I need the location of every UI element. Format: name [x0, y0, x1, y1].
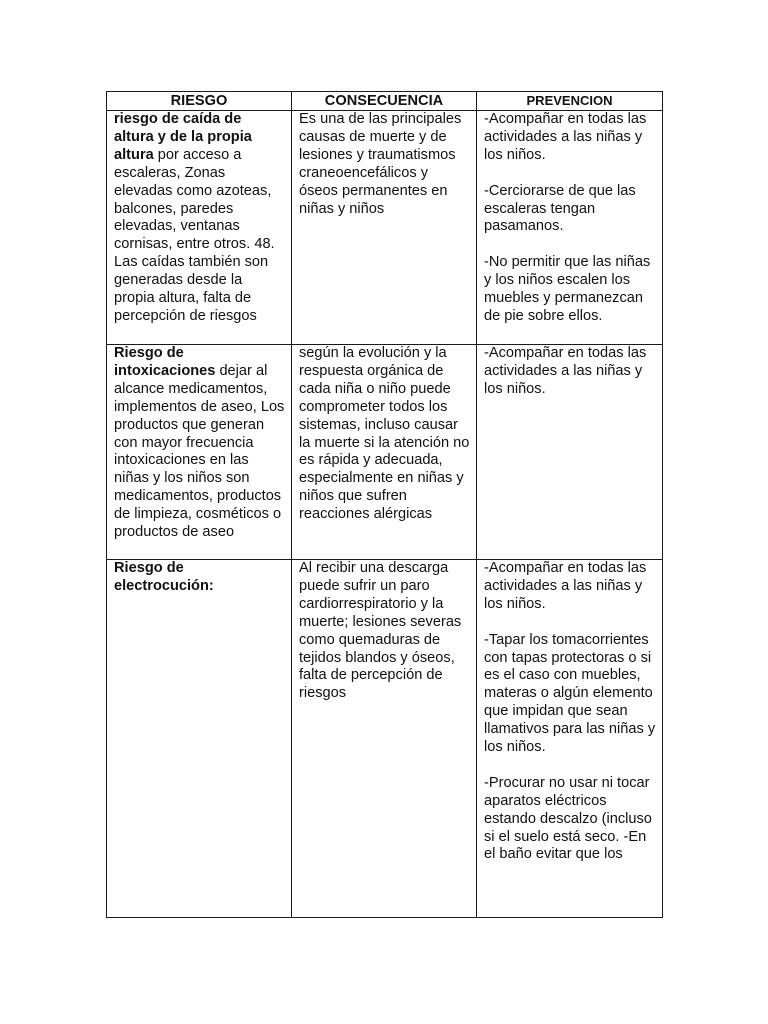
- header-prevencion: PREVENCION: [477, 92, 663, 111]
- paragraph-gap: [484, 236, 656, 254]
- table-row: [107, 560, 663, 918]
- risk-table: [106, 91, 663, 918]
- riesgo-title: Riesgo de intoxicaciones: [114, 345, 216, 379]
- paragraph-gap: [484, 165, 656, 183]
- table-header-row: [107, 92, 663, 111]
- riesgo-title: riesgo de caída de altura y de la propia altura: [114, 111, 252, 163]
- consecuencia-cell: según la evolución y la respuesta orgánica de cada niña o niño puede comprometer todos los sistemas, incluso causar la muerte si la atención no es rápida y adecuada, especialmente en niñas y niños que sufren reacciones alérgicas: [292, 345, 477, 560]
- table-row: [107, 111, 663, 345]
- riesgo-cell: [107, 111, 292, 345]
- prevencion-cell: [477, 111, 663, 345]
- prevencion-item: -Acompañar en todas las actividades a las niñas y los niños.: [484, 111, 647, 163]
- prevencion-item: -No permitir que las niñas y los niños escalen los muebles y permanezcan de pie sobre ellos.: [484, 254, 651, 324]
- consecuencia-cell: Es una de las principales causas de muerte y de lesiones y traumatismos craneoencefálicos y óseos permanentes en niñas y niños: [292, 111, 477, 345]
- prevencion-cell: [477, 560, 663, 918]
- prevencion-item: -Tapar los tomacorrientes con tapas protectoras o si es el caso con muebles, materas o algún elemento que impidan que sean llamativos para las niñas y los niños.: [484, 631, 656, 756]
- consecuencia-cell: Al recibir una descarga puede sufrir un paro cardiorrespiratorio y la muerte; lesiones severas como quemaduras de tejidos blandos y óseos, falta de percepción de riesgos: [292, 560, 477, 918]
- riesgo-description: por acceso a escaleras, Zonas elevadas como azoteas, balcones, paredes elevadas, ventanas cornisas, entre otros. 48. Las caídas también son generadas desde la propia altura, falta de percepción de riesgos: [114, 146, 275, 324]
- riesgo-description: dejar al alcance medicamentos, implementos de aseo, Los productos que generan con mayor frecuencia intoxicaciones en las niñas y los niños son medicamentos, productos de limpieza, cosméticos o productos de aseo: [114, 362, 285, 541]
- riesgo-cell: [107, 345, 292, 560]
- riesgo-cell: [107, 560, 292, 918]
- header-riesgo: RIESGO: [107, 92, 292, 111]
- riesgo-title: Riesgo de electrocución:: [114, 560, 214, 594]
- prevencion-item: -Cerciorarse de que las escaleras tengan pasamanos.: [484, 182, 636, 235]
- prevencion-item: -Acompañar en todas las actividades a las niñas y los niños.: [484, 345, 647, 397]
- prevencion-item: -Procurar no usar ni tocar aparatos eléctricos estando descalzo (incluso si el suelo está seco. -En el baño evitar que los: [484, 774, 652, 863]
- table-row: [107, 345, 663, 560]
- header-consecuencia: CONSECUENCIA: [292, 92, 477, 111]
- paragraph-gap: [484, 614, 656, 632]
- prevencion-cell: [477, 345, 663, 560]
- prevencion-item: -Acompañar en todas las actividades a las niñas y los niños.: [484, 560, 647, 612]
- paragraph-gap: [484, 757, 656, 775]
